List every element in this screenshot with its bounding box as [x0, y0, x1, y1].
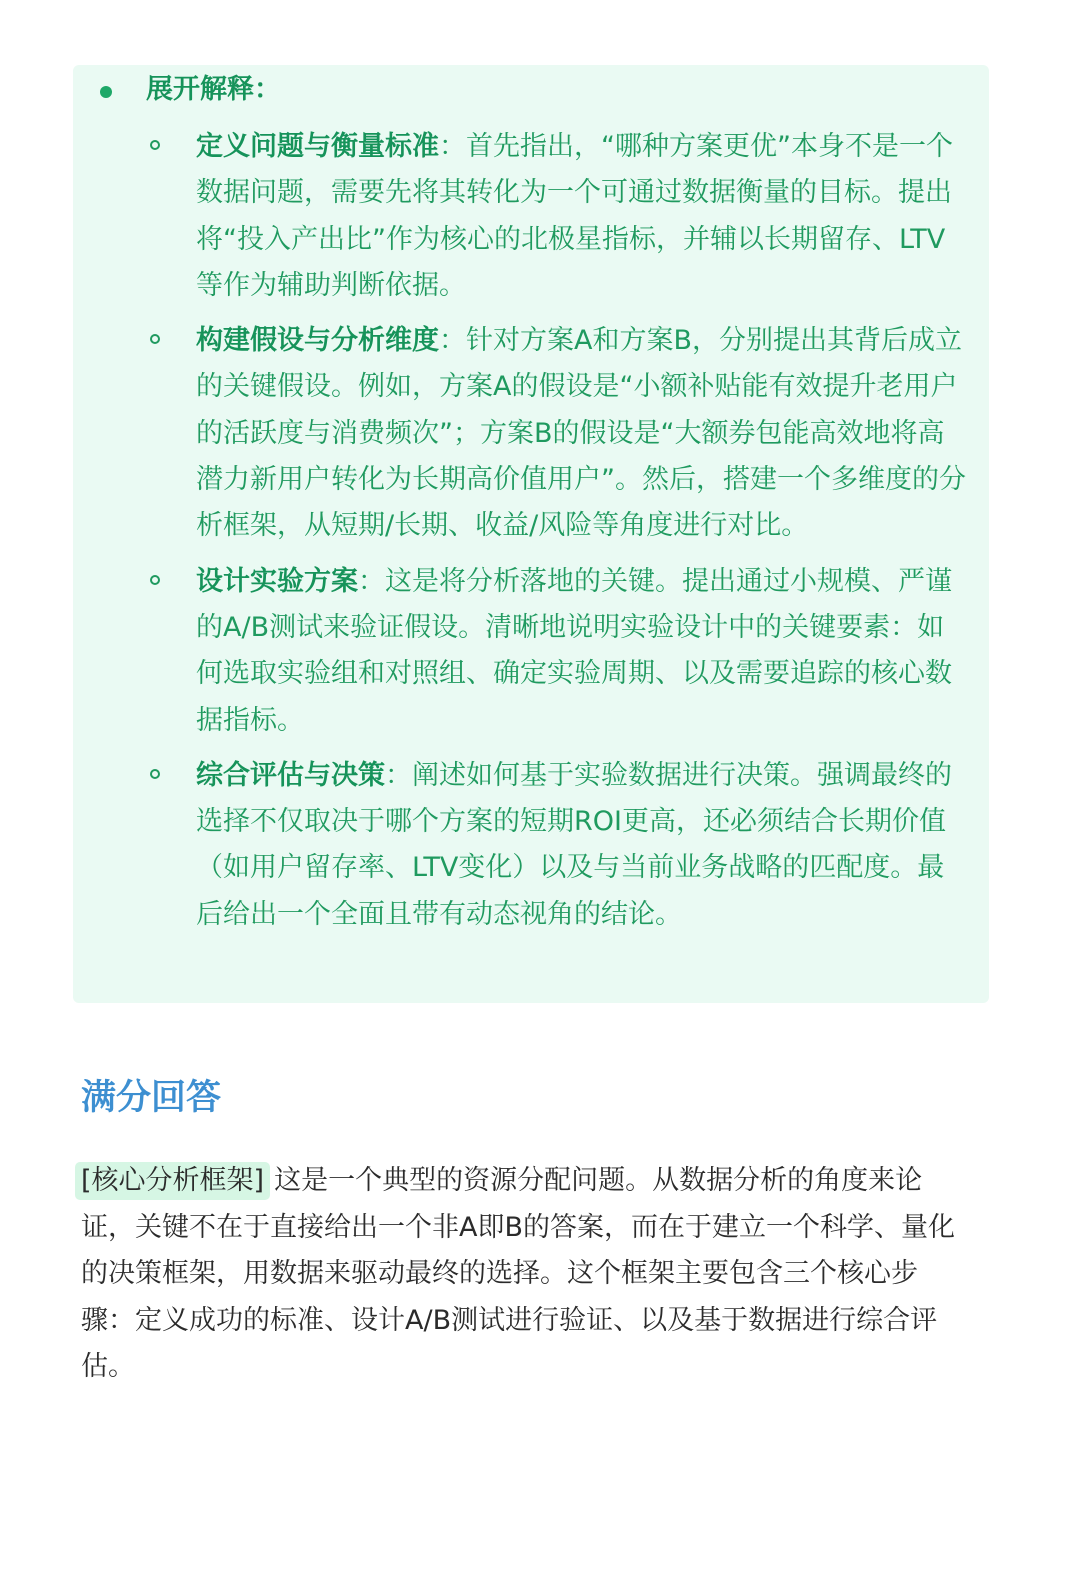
list-item	[196, 124, 966, 309]
list-item-text: ：首先指出，“哪种方案更优”本身不是一个数据问题，需要先将其转化为一个可通过数据衡量的目标。提出将“投入产出比”作为核心的北极星指标，并辅以长期留存、LTV等作为辅助判断依据。	[196, 131, 953, 301]
bullet-circle-icon	[150, 769, 160, 779]
list-item-text: ：阐述如何基于实验数据进行决策。强调最终的选择不仅取决于哪个方案的短期ROI更高，还必须结合长期价值（如用户留存率、LTV变化）以及与当前业务战略的匹配度。最后给出一个全面且带有动态视角的结论。	[196, 759, 952, 930]
list-item-title: 综合评估与决策	[196, 759, 385, 791]
explanation-label: 展开解释：	[146, 74, 281, 105]
list-item-text: ：这是将分析落地的关键。提出通过小规模、严谨的A/B测试来验证假设。清晰地说明实验设计中的关键要素：如何选取实验组和对照组、确定实验周期、以及需要追踪的核心数据指标。	[196, 565, 952, 736]
list-item	[196, 559, 966, 744]
list-item-text: ：针对方案A和方案B，分别提出其背后成立的关键假设。例如，方案A的假设是“小额补贴能有效提升老用户的活跃度与消费频次”；方案B的假设是“大额券包能高效地将高潜力新用户转化为长期高价值用户”。然后，搭建一个多维度的分析框架，从短期/长期、收益/风险等角度进行对比。	[196, 325, 966, 542]
list-item	[196, 753, 966, 938]
bullet-circle-icon	[150, 140, 160, 150]
bullet-dot-icon	[100, 86, 112, 98]
bullet-circle-icon	[150, 575, 160, 585]
answer-paragraph	[81, 1158, 971, 1391]
explanation-list	[196, 124, 966, 947]
list-item-title: 构建假设与分析维度	[196, 325, 439, 357]
answer-body: 这是一个典型的资源分配问题。从数据分析的角度来论证，关键不在于直接给出一个非A即B的答案，而在于建立一个科学、量化的决策框架，用数据来驱动最终的选择。这个框架主要包含三个核心步骤：定义成功的标准、设计A/B测试进行验证、以及基于数据进行综合评估。	[81, 1165, 955, 1382]
list-item-title: 定义问题与衡量标准	[196, 131, 439, 162]
list-item	[196, 318, 966, 549]
section-heading: 满分回答	[81, 1078, 222, 1118]
list-item-title: 设计实验方案	[196, 565, 358, 597]
answer-tag: [核心分析框架]	[75, 1162, 270, 1200]
